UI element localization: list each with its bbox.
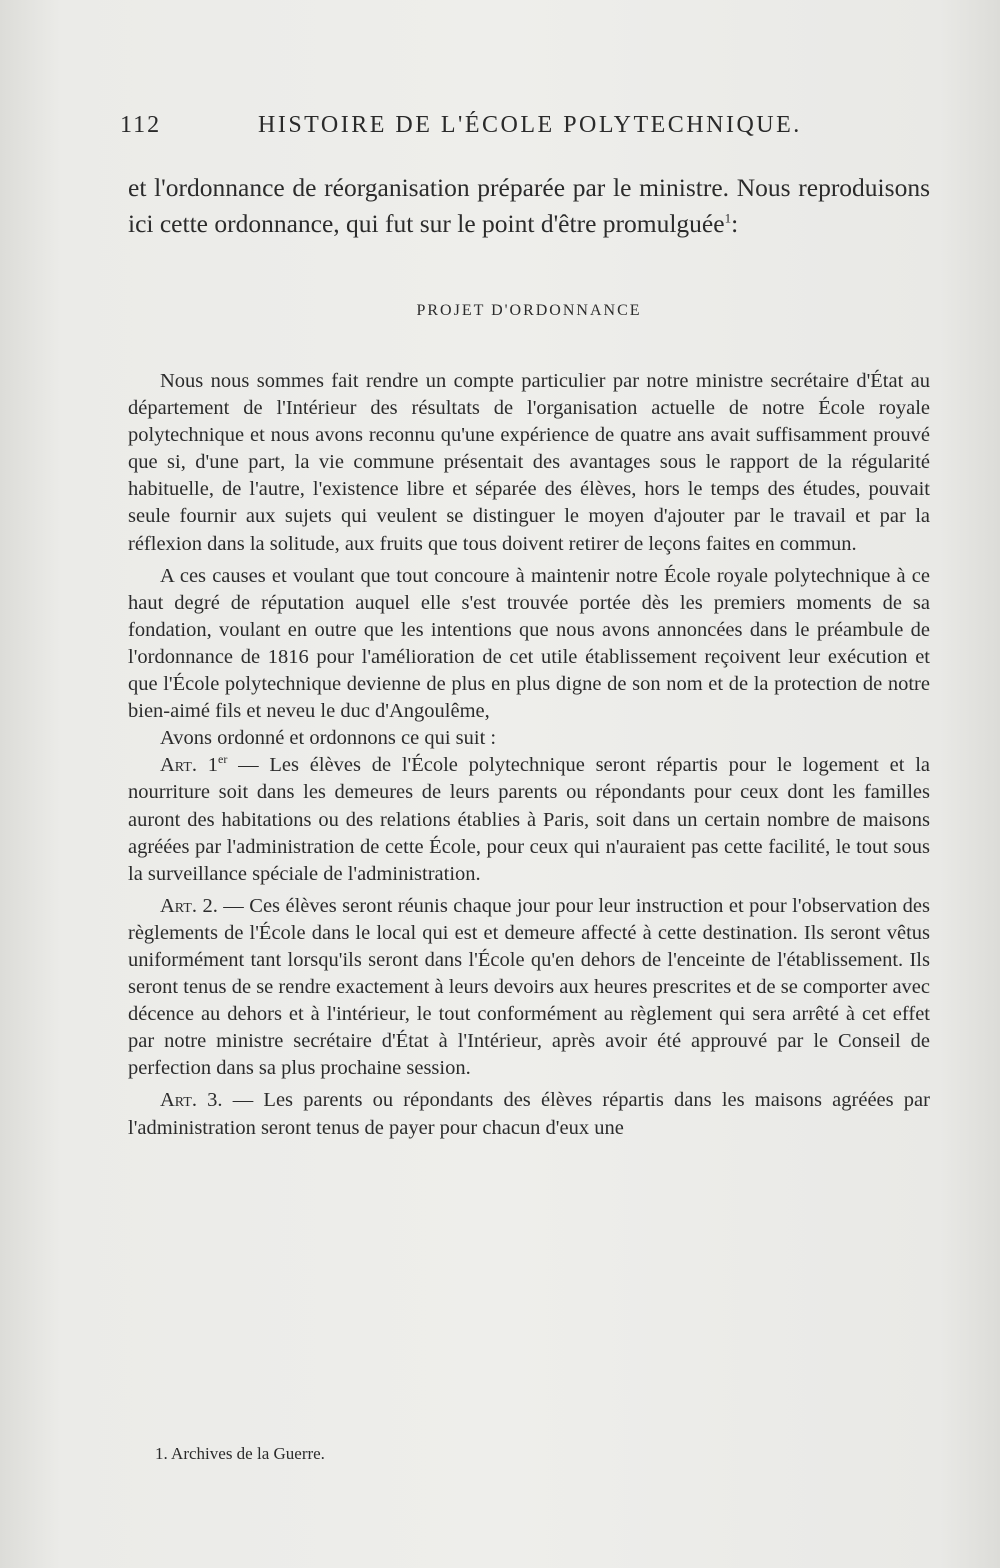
article-3-text: — Les parents ou répondants des élèves répartis dans les maisons agréées par l'administration seront tenus de payer pour chacun d'eux une <box>128 1089 930 1139</box>
article-1-superscript: er <box>218 752 228 767</box>
paragraph-ordonnons: Avons ordonné et ordonnons ce qui suit : <box>160 727 497 750</box>
page-number: 112 <box>120 112 162 138</box>
running-header <box>120 112 940 146</box>
article-2-text: — Ces élèves seront réunis chaque jour pour leur instruction et pour l'observation des règlements de l'École dans le local qui est et demeure affecté à cette destination. Ils seront vêtus uniformément tant lorsqu'ils seront dans l'École qu'en dehors de l'enceinte de l'établissement. Ils seront tenus de se rendre exactement à leurs devoirs aux heures prescrites et de se comporter avec décence au dehors et à l'intérieur, le tout conformément au règlement qui sera arrêté à cet effet par notre ministre secrétaire d'État à l'Intérieur, après avoir été approuvé par le Conseil de perfection dans sa plus prochaine session. <box>128 894 930 1080</box>
ordinance-body <box>128 368 930 1142</box>
article-1 <box>128 752 930 887</box>
article-1-label: Art. 1 <box>160 754 218 777</box>
article-3 <box>128 1087 930 1141</box>
article-2-label: Art. 2. <box>160 894 218 917</box>
footnote-reference: 1 <box>724 210 732 226</box>
intro-text: et l'ordonnance de réorganisation préparée par le ministre. Nous reproduisons ici cette ordonnance, qui fut sur le point d'être promulguée <box>128 173 930 238</box>
paragraph-preamble: Nous nous sommes fait rendre un compte particulier par notre ministre secrétaire d'État au département de l'Intérieur des résultats de l'organisation actuelle de notre École royale polytechnique et nous avons reconnu qu'une expérience de quatre ans avait suffisamment prouvé que si, d'une part, la vie commune présentait des avantages sous le rapport de la régularité habituelle, de l'autre, l'existence libre et séparée des élèves, hors le temps des études, pouvait seule fournir aux sujets qui veulent se distinguer le moyen d'ajouter par le travail et par la réflexion dans la solitude, aux fruits que tous doivent retirer de leçons faites en commun. <box>128 370 930 555</box>
running-title: HISTOIRE DE L'ÉCOLE POLYTECHNIQUE. <box>258 112 802 138</box>
article-2 <box>128 893 930 1083</box>
intro-end: : <box>731 209 739 238</box>
section-title: PROJET D'ORDONNANCE <box>416 302 642 319</box>
footnote: 1. Archives de la Guerre. <box>155 1444 325 1463</box>
paragraph-causes: A ces causes et voulant que tout concoure à maintenir notre École royale polytechnique à ce haut degré de réputation auquel elle s'est trouvée portée dès les premiers moments de sa fondation, voulant en outre que les intentions que nous avons annoncées dans le préambule de l'ordonnance de 1816 pour l'amélioration de cet utile établissement reçoivent leur exécution et que l'École polytechnique devienne de plus en plus digne de son nom et de la protection de notre bien-aimé fils et neveu le duc d'Angoulême, <box>128 564 930 723</box>
article-1-text: — Les élèves de l'École polytechnique seront répartis pour le logement et la nourriture soit dans les demeures de leurs parents ou répondants pour ceux dont les familles auront des habitations ou des relations établies à Paris, soit dans un certain nombre de maisons agréées par l'administration de cette École, pour ceux qui n'auraient pas cette facilité, le tout sous la surveillance spéciale de l'administration. <box>128 754 930 885</box>
article-3-label: Art. 3. <box>160 1089 223 1112</box>
intro-paragraph <box>128 170 930 242</box>
